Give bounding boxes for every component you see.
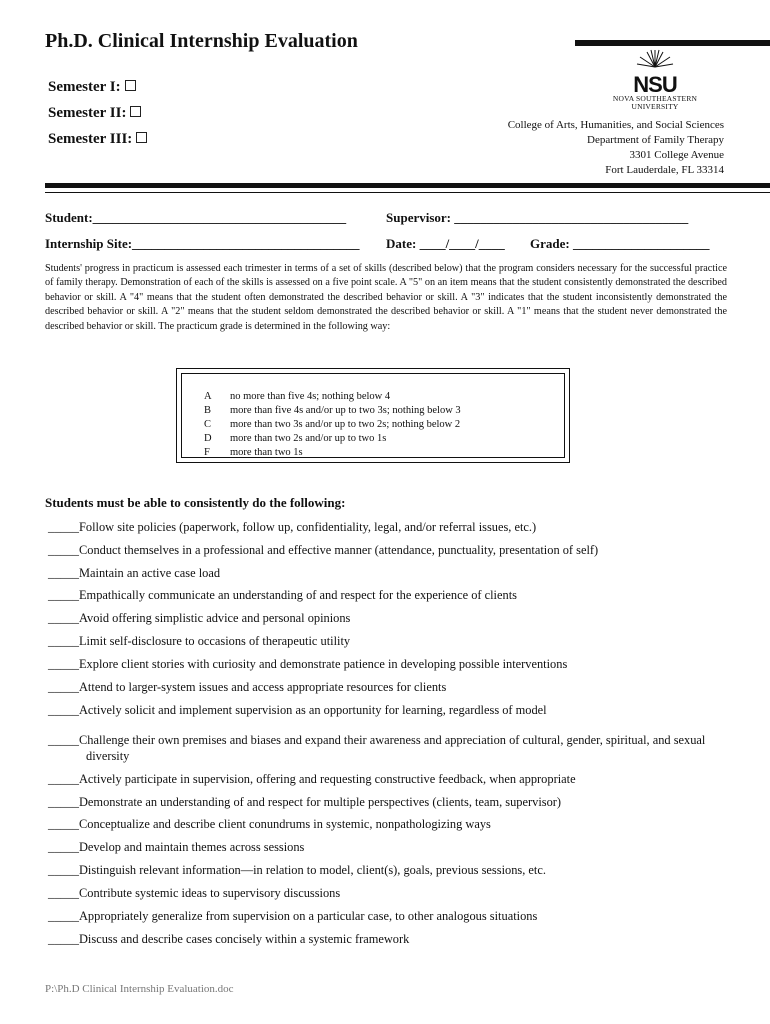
- grading-scale-box: [176, 368, 570, 463]
- semester-3-row: [48, 131, 147, 148]
- skill-text: Conduct themselves in a professional and effective manner (attendance, punctuality, presentation of self): [78, 543, 599, 557]
- skill-text: Develop and maintain themes across sessions: [78, 840, 305, 854]
- department-address: [508, 118, 724, 178]
- grade-description: more than two 3s and/or up to two 2s; nothing below 2: [230, 419, 461, 430]
- skill-score-blank[interactable]: _____: [48, 886, 79, 900]
- skill-item: [48, 885, 340, 901]
- skill-text: Appropriately generalize from supervision on a particular case, to other analogous situations: [78, 909, 538, 923]
- skill-score-blank[interactable]: _____: [48, 611, 79, 625]
- header-rule: [575, 40, 770, 46]
- semester-2-row: [48, 105, 141, 122]
- skill-score-blank[interactable]: _____: [48, 634, 79, 648]
- semester-1-checkbox[interactable]: [125, 80, 136, 91]
- skill-item: [48, 839, 304, 855]
- skill-text: Distinguish relevant information—in relation to model, client(s), goals, previous sessions, etc.: [78, 863, 546, 877]
- skill-score-blank[interactable]: _____: [48, 703, 79, 717]
- date-field[interactable]: Date: ____/____/____: [386, 236, 505, 251]
- grade-description: more than two 1s: [230, 447, 303, 458]
- thin-divider: [45, 192, 770, 193]
- intro-paragraph: Students' progress in practicum is assessed each trimester in terms of a set of skills (described below) that the program considers necessary for the successful practice of family therapy. Demonstration of each of the skills is assessed on a five point scale. A "5" on an item means that the student consistently demonstrated the described behavior or skill. A "4" means that the student often demonstrated the described behavior or skill. A "3" indicates that the student inconsistently demonstrated the described behavior or skill. A "2" means that the student seldom demonstrated the described behavior or skill. A "1" means that the student never demonstrated the described behavior or skill. The practicum grade is determined in the following way:: [45, 263, 727, 332]
- skill-score-blank[interactable]: _____: [48, 909, 79, 923]
- skill-score-blank[interactable]: _____: [48, 772, 79, 786]
- nsu-logo: [605, 48, 705, 113]
- internship-site-field[interactable]: Internship Site:___________________________________: [45, 236, 360, 251]
- semester-1-row: [48, 79, 136, 96]
- grade-description: more than five 4s and/or up to two 3s; nothing below 3: [230, 405, 461, 416]
- skill-item: [48, 679, 446, 695]
- address-line: 3301 College Avenue: [629, 149, 724, 161]
- skill-score-blank[interactable]: _____: [48, 817, 79, 831]
- skill-score-blank[interactable]: _____: [48, 733, 79, 747]
- skill-score-blank[interactable]: _____: [48, 840, 79, 854]
- address-line: Fort Lauderdale, FL 33314: [605, 164, 724, 176]
- skill-item: [48, 587, 517, 603]
- skill-item: [48, 519, 536, 535]
- skill-score-blank[interactable]: _____: [48, 863, 79, 877]
- grade-field[interactable]: Grade: _____________________: [530, 236, 710, 251]
- skill-score-blank[interactable]: _____: [48, 932, 79, 946]
- skill-text: Maintain an active case load: [78, 566, 221, 580]
- address-line: College of Arts, Humanities, and Social Sciences: [507, 119, 724, 131]
- skill-item: [48, 862, 546, 878]
- skill-item: [48, 633, 350, 649]
- file-path-footer: P:\Ph.D Clinical Internship Evaluation.doc: [45, 983, 234, 995]
- grade-description: more than two 2s and/or up to two 1s: [230, 433, 387, 444]
- semester-2-label: Semester II:: [48, 105, 127, 121]
- skill-score-blank[interactable]: _____: [48, 520, 79, 534]
- skill-item: [48, 732, 746, 764]
- semester-2-checkbox[interactable]: [130, 106, 141, 117]
- page-title: Ph.D. Clinical Internship Evaluation: [45, 30, 358, 52]
- skill-item: [48, 771, 576, 787]
- skill-text: Challenge their own premises and biases and expand their awareness and appreciation of cultural, gender, spiritual, and sexual diversity: [78, 733, 706, 763]
- logo-line-1: NOVA SOUTHEASTERN: [612, 94, 698, 103]
- skill-item: [48, 794, 561, 810]
- supervisor-field[interactable]: Supervisor: ____________________________________: [386, 210, 689, 225]
- skill-item: [48, 702, 547, 718]
- sunburst-icon: [635, 48, 675, 68]
- skill-text: Conceptualize and describe client conundrums in systemic, nonpathologizing ways: [78, 817, 491, 831]
- skill-score-blank[interactable]: _____: [48, 566, 79, 580]
- skill-score-blank[interactable]: _____: [48, 795, 79, 809]
- address-line: Department of Family Therapy: [587, 134, 724, 146]
- skill-text: Empathically communicate an understanding of and respect for the experience of clients: [78, 588, 517, 602]
- skill-score-blank[interactable]: _____: [48, 588, 79, 602]
- grade-letter: C: [204, 419, 212, 430]
- skill-item: [48, 656, 567, 672]
- grade-letter: A: [204, 391, 212, 402]
- skill-item: [48, 816, 491, 832]
- skill-score-blank[interactable]: _____: [48, 657, 79, 671]
- skill-score-blank[interactable]: _____: [48, 680, 79, 694]
- skill-text: Discuss and describe cases concisely within a systemic framework: [78, 932, 410, 946]
- grade-letter: F: [204, 447, 210, 458]
- skill-item: [48, 542, 598, 558]
- thick-divider: [45, 183, 770, 188]
- skill-text: Follow site policies (paperwork, follow up, confidentiality, legal, and/or referral issues, etc.): [78, 520, 537, 534]
- skill-item: [48, 610, 350, 626]
- skill-text: Explore client stories with curiosity and demonstrate patience in developing possible interventions: [78, 657, 568, 671]
- semester-3-label: Semester III:: [48, 131, 133, 147]
- skill-text: Attend to larger-system issues and access appropriate resources for clients: [78, 680, 447, 694]
- grade-description: no more than five 4s; nothing below 4: [230, 391, 391, 402]
- logo-line-2: UNIVERSITY: [631, 102, 679, 111]
- skill-item: [48, 565, 220, 581]
- grade-letter: B: [204, 405, 212, 416]
- logo-mark: NSU: [633, 72, 677, 97]
- skill-text: Demonstrate an understanding of and respect for multiple perspectives (clients, team, supervisor): [78, 795, 562, 809]
- semester-1-label: Semester I:: [48, 79, 121, 95]
- skill-text: Contribute systemic ideas to supervisory discussions: [78, 886, 341, 900]
- skill-score-blank[interactable]: _____: [48, 543, 79, 557]
- skill-item: [48, 931, 409, 947]
- skill-text: Actively participate in supervision, offering and requesting constructive feedback, when appropriate: [78, 772, 576, 786]
- semester-3-checkbox[interactable]: [136, 132, 147, 143]
- skill-text: Actively solicit and implement supervision as an opportunity for learning, regardless of model: [78, 703, 547, 717]
- skills-heading: Students must be able to consistently do the following:: [45, 495, 346, 510]
- student-field[interactable]: Student:_______________________________________: [45, 210, 347, 225]
- skill-text: Limit self-disclosure to occasions of therapeutic utility: [78, 634, 351, 648]
- skill-text: Avoid offering simplistic advice and personal opinions: [78, 611, 351, 625]
- skill-item: [48, 908, 537, 924]
- grade-letter: D: [204, 433, 212, 444]
